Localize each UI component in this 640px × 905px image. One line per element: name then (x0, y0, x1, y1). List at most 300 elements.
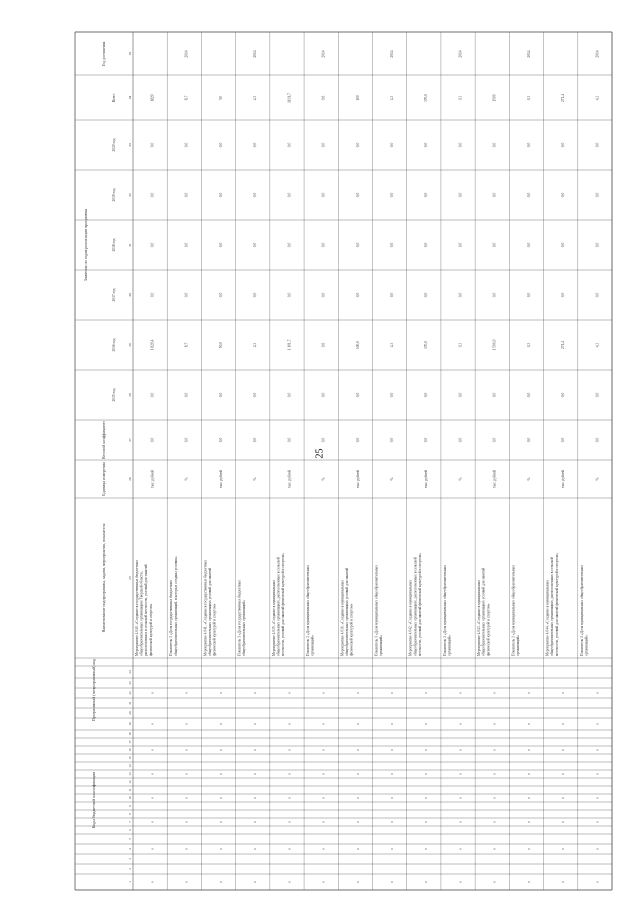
row-value: 0,0 (458, 242, 463, 248)
code-cell: 0 (253, 797, 258, 799)
header-unit: Единица измерения (101, 462, 106, 496)
code-cell: 0 (390, 881, 395, 883)
row-name: общеобразовательных организаций» (242, 599, 247, 656)
code-cell: 0 (595, 723, 600, 725)
row-name: Мероприятие 4.043. «Создание в муниципальных (477, 579, 482, 656)
code-cell: 0 (321, 723, 326, 725)
code-column-number: 4 (128, 848, 132, 850)
code-cell: 0 (355, 797, 360, 799)
row-value: 0,0 (218, 142, 223, 148)
code-cell: 0 (287, 773, 292, 775)
row-year: 2014 (390, 50, 395, 58)
row-value: 271,4 (561, 93, 566, 103)
code-cell: 0 (218, 773, 223, 775)
header-group-program: Программный (непрограммный) код (91, 658, 96, 722)
code-column-number: 13 (128, 772, 132, 776)
code-cell: 0 (355, 723, 360, 725)
code-cell: 0 (492, 749, 497, 751)
table-group (75, 32, 612, 890)
row-value: 0,0 (321, 192, 326, 198)
row-name: физической культурой и спортом» (486, 603, 491, 656)
row-unit: % (458, 477, 463, 481)
code-cell: 0 (595, 797, 600, 799)
row-weight: 0,0 (287, 437, 292, 443)
row-value: 0,0 (321, 142, 326, 148)
row-name: Показатель 1 «Доля государственных бюджетных (169, 579, 174, 656)
row-value: 0,0 (150, 242, 155, 248)
row-value: 0,0 (595, 192, 600, 198)
column-number: 25 (128, 576, 132, 580)
code-column-number: 19 (128, 722, 132, 726)
code-column-number: 11 (128, 788, 132, 792)
code-cell: 0 (561, 773, 566, 775)
row-value: 0,0 (150, 392, 155, 398)
row-unit: % (184, 477, 189, 481)
code-column-number: 20 (128, 711, 132, 715)
row-unit: % (321, 477, 326, 481)
code-cell: 0 (526, 749, 531, 751)
row-weight: 0,0 (561, 437, 566, 443)
row-weight: 0,0 (390, 437, 395, 443)
row-value: 0,0 (458, 192, 463, 198)
code-cell: 0 (561, 881, 566, 883)
row-value: 0,0 (595, 292, 600, 298)
row-value: 0,0 (526, 242, 531, 248)
code-cell: 0 (492, 773, 497, 775)
code-column-number: 10 (128, 796, 132, 800)
code-cell: 0 (253, 848, 258, 850)
code-cell: 0 (561, 821, 566, 823)
row-year: 2014 (253, 50, 258, 58)
code-cell: 0 (150, 692, 155, 694)
code-cell: 0 (526, 848, 531, 850)
code-cell: 0 (526, 797, 531, 799)
code-cell: 0 (424, 749, 429, 751)
code-cell: 0 (390, 797, 395, 799)
page-number: 25 (314, 448, 326, 459)
row-value: 0,0 (253, 392, 258, 398)
header-year-reached: Год достижения (102, 41, 106, 67)
row-name: общеобразовательных организациях условий для занятий (208, 567, 213, 656)
row-value: 1500 (492, 94, 497, 102)
code-cell: 0 (253, 773, 258, 775)
code-cell: 0 (492, 848, 497, 850)
row-value: 0,0 (526, 142, 531, 148)
row-name: общеобразовательных организациях условий для занятий (481, 567, 486, 656)
row-name: Мероприятие 4.035. «Создание в муниципальных (271, 579, 276, 656)
code-cell: 0 (321, 692, 326, 694)
row-value: 0,0 (184, 192, 189, 198)
row-weight: 0,0 (424, 437, 429, 443)
row-value: 1101,7 (287, 93, 292, 103)
row-value: 100 (355, 95, 360, 101)
row-name: физической культурой и спортом» (148, 603, 153, 656)
code-cell: 0 (595, 692, 600, 694)
row-weight: 0,0 (458, 437, 463, 443)
row-value: 0,0 (526, 192, 531, 198)
column-number: 35 (128, 51, 132, 56)
row-unit: тыс. рублей (424, 470, 429, 488)
header-year: 2019 год (112, 188, 116, 202)
code-cell: 0 (526, 773, 531, 775)
row-weight: 0,0 (150, 437, 155, 443)
row-value: 1 101,7 (287, 339, 292, 351)
code-column-number: 21 (128, 701, 132, 705)
code-column-number: 7 (128, 821, 132, 823)
row-unit: тыс. рублей (287, 470, 292, 488)
row-value: 0,0 (253, 242, 258, 248)
code-cell: 0 (321, 773, 326, 775)
row-value: 0,0 (218, 292, 223, 298)
code-cell: 0 (526, 821, 531, 823)
code-cell: 0 (184, 723, 189, 725)
code-cell: 0 (492, 881, 497, 883)
row-unit: тыс. рублей (355, 470, 360, 488)
row-value: 0,0 (561, 392, 566, 398)
code-cell: 0 (458, 749, 463, 751)
row-name: общеобразовательных организациях Тверской области, (139, 571, 144, 656)
row-weight: 0,0 (184, 437, 189, 443)
row-unit: % (253, 477, 258, 481)
row-name: физической культурой и спортом» (212, 603, 217, 656)
code-column-number: 17 (128, 740, 132, 744)
code-cell: 0 (287, 692, 292, 694)
code-cell: 0 (287, 881, 292, 883)
code-cell: 0 (492, 692, 497, 694)
code-cell: 0 (561, 692, 566, 694)
code-cell: 0 (150, 773, 155, 775)
row-name: Мероприятие 4.044. «Создание в муниципальных (545, 579, 550, 656)
code-cell: 0 (390, 692, 395, 694)
row-value: 1829 (150, 94, 155, 102)
row-year: 2014 (526, 50, 531, 58)
row-value: 4,3 (253, 342, 258, 348)
row-value: 0,6 (321, 342, 326, 348)
header-year: 2018 год (112, 238, 116, 252)
row-value: 0,0 (287, 242, 292, 248)
code-cell: 0 (355, 773, 360, 775)
code-column-number: 15 (128, 756, 132, 760)
row-name: общеобразовательных организациях условий для занятий (344, 567, 349, 656)
row-weight: 0,0 (595, 437, 600, 443)
code-cell: 0 (390, 749, 395, 751)
code-column-number: 5 (128, 838, 132, 840)
row-value: 0,0 (390, 142, 395, 148)
code-cell: 0 (424, 881, 429, 883)
row-value: 0,0 (561, 142, 566, 148)
code-cell: 0 (458, 773, 463, 775)
code-cell: 0 (355, 692, 360, 694)
row-name: Мероприятие 4.041. «Создание в государственных бюджетных (203, 559, 208, 656)
code-column-number: 2 (128, 868, 132, 870)
code-cell: 0 (355, 749, 360, 751)
row-value: 0,0 (424, 142, 429, 148)
header-year: 2015 год (112, 388, 116, 402)
column-number: 33 (128, 143, 132, 147)
row-name: Показатель 1 «Доля муниципальных общеобразовательных (511, 565, 516, 656)
row-unit: тыс. рублей (561, 470, 566, 488)
column-number: 28 (128, 393, 132, 397)
row-name: общеобразовательных организациях, расположенных в сельской (413, 557, 418, 656)
code-cell: 0 (253, 749, 258, 751)
code-cell: 0 (424, 692, 429, 694)
row-value: 0,0 (355, 392, 360, 398)
code-cell: 0 (184, 749, 189, 751)
row-value: 0,0 (390, 292, 395, 298)
code-cell: 0 (424, 797, 429, 799)
code-column-number: 3 (128, 858, 132, 860)
code-cell: 0 (526, 723, 531, 725)
code-cell: 0 (184, 881, 189, 883)
code-cell: 0 (321, 797, 326, 799)
code-cell: 0 (287, 848, 292, 850)
code-cell: 0 (321, 881, 326, 883)
column-number: 31 (128, 243, 132, 247)
row-name: Показатель 1 «Доля муниципальных общеобразовательных (442, 565, 447, 656)
row-value: 370,0 (424, 93, 429, 103)
row-name: Показатель 1 «Доля государственных бюджетных (237, 579, 242, 656)
row-value: 0,3 (526, 95, 531, 101)
code-column-number: 16 (128, 748, 132, 752)
code-column-number: 22 (128, 691, 132, 695)
code-cell: 0 (253, 881, 258, 883)
row-value: 0,0 (184, 292, 189, 298)
code-cell: 0 (218, 723, 223, 725)
row-value: 0,0 (492, 242, 497, 248)
row-value: 0,0 (424, 242, 429, 248)
row-value: 0,0 (218, 192, 223, 198)
row-value: 0,0 (492, 292, 497, 298)
row-value: 0,6 (321, 95, 326, 101)
row-name: организаций» (584, 634, 589, 656)
row-name: расположенных в сельской местности, условий для занятий (144, 564, 149, 656)
row-value: 0,0 (150, 142, 155, 148)
code-cell: 0 (458, 848, 463, 850)
row-value: 0,0 (492, 142, 497, 148)
row-name: Показатель 1 «Доля муниципальных общеобразовательных (374, 565, 379, 656)
row-value: 0,0 (355, 292, 360, 298)
code-cell: 0 (218, 848, 223, 850)
row-value: 0,0 (526, 392, 531, 398)
row-value: 0,0 (492, 392, 497, 398)
row-value: 0,0 (355, 242, 360, 248)
row-value: 0,0 (390, 192, 395, 198)
row-value: 1 500,0 (492, 339, 497, 351)
row-weight: 0,0 (218, 437, 223, 443)
row-value: 0,0 (253, 292, 258, 298)
row-value: 50,0 (218, 341, 223, 349)
column-number: 29 (128, 343, 132, 347)
code-cell: 0 (526, 692, 531, 694)
row-value: 0,0 (321, 292, 326, 298)
code-cell: 0 (458, 821, 463, 823)
header-total: Всего (112, 93, 116, 103)
row-name: физической культурой и спортом» (349, 603, 354, 656)
row-name: местности, условий для занятий физической культурой и спортом» (417, 553, 422, 656)
row-value: 0,0 (458, 292, 463, 298)
row-name: организаций» (379, 634, 384, 656)
row-value: 0,0 (253, 192, 258, 198)
code-cell: 0 (321, 848, 326, 850)
row-name: общеобразовательных организаций, в которых созданы условия» (173, 556, 178, 656)
row-weight: 0,0 (321, 437, 326, 443)
row-unit: тыс. рублей (150, 470, 155, 488)
code-column-number: 1 (128, 881, 132, 883)
row-value: 0,0 (595, 242, 600, 248)
header-year: 2016 год (112, 338, 116, 352)
code-cell: 0 (150, 848, 155, 850)
code-cell: 0 (355, 848, 360, 850)
code-cell: 0 (390, 821, 395, 823)
row-value: 0,0 (458, 142, 463, 148)
code-cell: 0 (184, 848, 189, 850)
row-year: 2014 (458, 50, 463, 58)
row-value: 0,0 (355, 192, 360, 198)
row-name: Показатель 1 «Доля муниципальных общеобразовательных (306, 565, 311, 656)
column-number: 32 (128, 193, 132, 197)
row-value: 0,0 (561, 292, 566, 298)
row-unit: тыс. рублей (218, 470, 223, 488)
row-value: 0,0 (561, 242, 566, 248)
code-cell: 0 (561, 749, 566, 751)
row-name: организаций» (515, 634, 520, 656)
code-cell: 0 (390, 773, 395, 775)
code-cell: 0 (218, 881, 223, 883)
code-cell: 0 (492, 797, 497, 799)
row-value: 370,0 (424, 340, 429, 350)
code-cell: 0 (492, 821, 497, 823)
code-cell: 0 (595, 773, 600, 775)
code-cell: 0 (595, 821, 600, 823)
column-number: 26 (128, 477, 132, 481)
row-value: 0,0 (218, 392, 223, 398)
code-cell: 0 (253, 692, 258, 694)
row-weight: 0,0 (355, 437, 360, 443)
code-cell: 0 (218, 692, 223, 694)
row-value: 50 (218, 96, 223, 100)
row-name: Показатель 1 «Доля муниципальных общеобразовательных (579, 565, 584, 656)
row-value: 0,0 (253, 142, 258, 148)
row-value: 0,0 (321, 242, 326, 248)
code-cell: 0 (458, 797, 463, 799)
header-group-values: Значения по годам реализации программы (83, 208, 88, 282)
row-value: 0,0 (184, 392, 189, 398)
code-cell: 0 (150, 821, 155, 823)
code-cell: 0 (321, 821, 326, 823)
code-cell: 0 (253, 723, 258, 725)
code-column-number: 6 (128, 829, 132, 831)
row-value: 0,3 (458, 95, 463, 101)
row-value: 0,0 (424, 292, 429, 298)
row-value: 0,0 (287, 392, 292, 398)
code-cell: 0 (287, 723, 292, 725)
row-unit: % (526, 477, 531, 481)
code-cell: 0 (390, 723, 395, 725)
row-weight: 0,0 (492, 437, 497, 443)
row-value: 0,0 (561, 192, 566, 198)
code-cell: 0 (287, 797, 292, 799)
code-column-number: 18 (128, 732, 132, 736)
row-value: 0,0 (287, 142, 292, 148)
header-year: 2020 год (112, 138, 116, 152)
code-cell: 0 (150, 749, 155, 751)
row-name: местности, условий для занятий физической культурой и спортом» (281, 553, 286, 656)
row-value: 8,7 (184, 95, 189, 101)
row-value: 0,3 (526, 342, 531, 348)
row-value: 1 829,4 (150, 339, 155, 351)
code-cell: 0 (184, 821, 189, 823)
code-cell: 0 (390, 848, 395, 850)
row-name: Мероприятие 4.036. «Создание в муниципальных (340, 579, 345, 656)
row-value: 4,3 (390, 95, 395, 101)
row-value: 0,0 (184, 142, 189, 148)
code-column-number: 12 (128, 780, 132, 784)
row-value: 0,0 (492, 192, 497, 198)
code-cell: 0 (253, 821, 258, 823)
code-cell: 0 (321, 749, 326, 751)
code-column-number: 24 (128, 670, 132, 674)
row-value: 0,0 (355, 142, 360, 148)
code-cell: 0 (458, 692, 463, 694)
code-cell: 0 (424, 773, 429, 775)
code-cell: 0 (150, 881, 155, 883)
row-unit: тыс. рублей (492, 470, 497, 488)
row-value: 0,0 (458, 392, 463, 398)
row-value: 0,0 (526, 292, 531, 298)
row-name: организаций» (447, 634, 452, 656)
row-value: 0,0 (184, 242, 189, 248)
code-cell: 0 (561, 848, 566, 850)
code-cell: 0 (595, 848, 600, 850)
row-year: 2014 (184, 50, 189, 58)
code-cell: 0 (424, 848, 429, 850)
code-cell: 0 (561, 797, 566, 799)
row-value: 0,0 (390, 242, 395, 248)
row-value: 0,0 (321, 392, 326, 398)
row-value: 0,0 (390, 392, 395, 398)
row-unit: % (595, 477, 600, 481)
code-cell: 0 (492, 723, 497, 725)
code-cell: 0 (287, 821, 292, 823)
code-cell: 0 (355, 881, 360, 883)
column-number: 34 (128, 95, 132, 100)
code-cell: 0 (424, 723, 429, 725)
code-cell: 0 (595, 749, 600, 751)
row-name: местности, условий для занятий физической культурой и спортом» (554, 553, 559, 656)
column-number: 30 (128, 293, 132, 297)
code-cell: 0 (595, 881, 600, 883)
row-value: 0,0 (218, 242, 223, 248)
code-column-number: 9 (128, 805, 132, 807)
row-value: 0,0 (424, 392, 429, 398)
code-cell: 0 (150, 723, 155, 725)
row-value: 100,0 (355, 340, 360, 350)
code-cell: 0 (184, 797, 189, 799)
row-value: 0,0 (287, 192, 292, 198)
row-value: 8,7 (184, 342, 189, 348)
row-value: 0,0 (424, 192, 429, 198)
row-value: 0,0 (287, 292, 292, 298)
column-number: 27 (128, 438, 132, 442)
row-year: 2014 (595, 50, 600, 58)
row-value: 4,3 (595, 95, 600, 101)
code-column-number: 14 (128, 764, 132, 768)
code-cell: 0 (218, 797, 223, 799)
code-column-number: 8 (128, 813, 132, 815)
code-cell: 0 (458, 881, 463, 883)
header-group-codes: Коды бюджетной классификации (91, 771, 96, 829)
row-year: 2014 (321, 50, 326, 58)
